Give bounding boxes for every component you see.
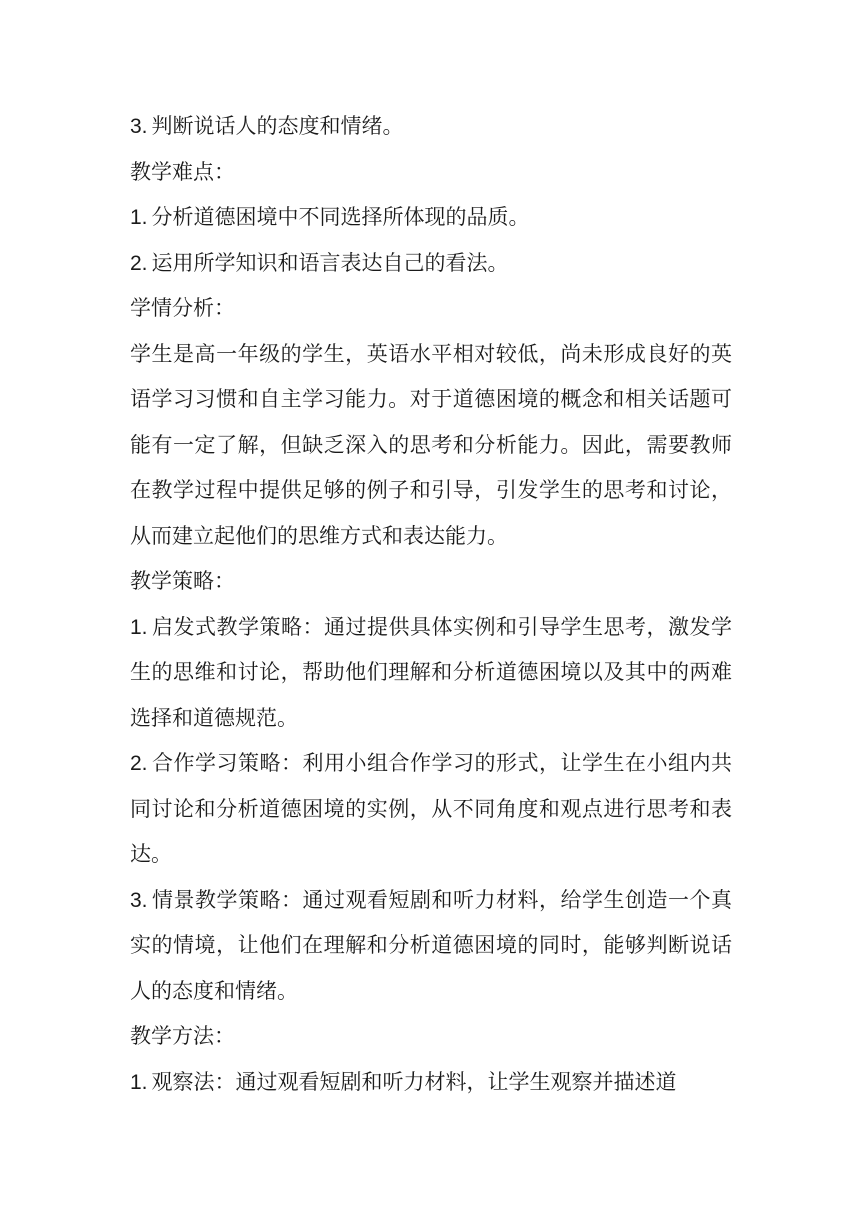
item-text: 运用所学知识和语言表达自己的看法。: [151, 250, 509, 275]
section-heading-difficulties: 教学难点：: [130, 159, 235, 184]
item-text: 判断说话人的态度和情绪。: [151, 114, 404, 138]
item-number: 2.: [130, 752, 148, 775]
item-text: 观察法：通过观看短剧和听力材料，让学生观察并描述道: [151, 1069, 677, 1094]
list-item-difficulty-1: [130, 195, 732, 241]
item-number: 1.: [130, 206, 148, 229]
item-text: 合作学习策略：利用小组合作学习的形式，让学生在小组内共同讨论和分析道德困境的实例，从不同角度和观点进行思考和表达。: [130, 751, 732, 866]
item-number: 1.: [130, 615, 148, 639]
section-heading-analysis: 学情分析：: [130, 296, 235, 320]
section-heading-methods: 教学方法：: [130, 1024, 235, 1048]
document-page: [130, 104, 732, 1105]
item-number: 1.: [130, 1070, 148, 1094]
item-number: 3.: [130, 888, 148, 912]
analysis-paragraph: 学生是高一年级的学生，英语水平相对较低，尚未形成良好的英语学习习惯和自主学习能力。对于道德困境的概念和相关话题可能有一定了解，但缺乏深入的思考和分析能力。因此，需要教师在教学过程中提供足够的例子和引导，引发学生的思考和讨论，从而建立起他们的思维方式和表达能力。: [130, 341, 732, 548]
list-item-judge-attitude: [130, 104, 732, 150]
list-item-difficulty-2: [130, 241, 732, 287]
section-heading-strategies: 教学策略：: [130, 569, 235, 593]
item-number: 2.: [130, 251, 148, 275]
item-number: 3.: [130, 115, 148, 138]
list-item-strategy-2: [130, 741, 732, 878]
list-item-method-1: [130, 1060, 732, 1106]
item-text: 启发式教学策略：通过提供具体实例和引导学生思考，激发学生的思维和讨论，帮助他们理解和分析道德困境以及其中的两难选择和道德规范。: [130, 614, 732, 730]
list-item-strategy-1: [130, 605, 732, 742]
list-item-strategy-3: [130, 878, 732, 1015]
item-text: 情景教学策略：通过观看短剧和听力材料，给学生创造一个真实的情境，让他们在理解和分析道德困境的同时，能够判断说话人的态度和情绪。: [130, 887, 732, 1003]
item-text: 分析道德困境中不同选择所体现的品质。: [151, 205, 530, 229]
